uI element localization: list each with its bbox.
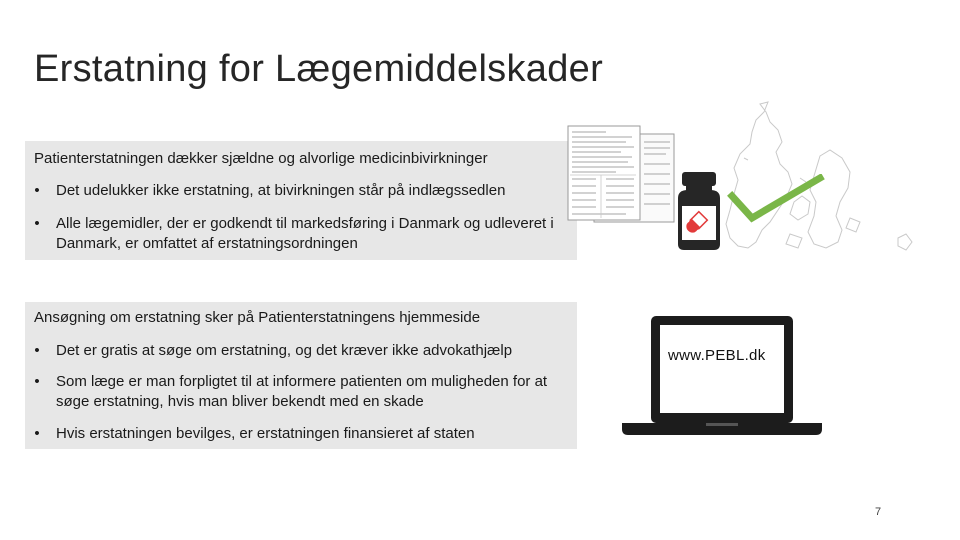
info-box-coverage — [25, 141, 577, 260]
laptop-icon — [622, 315, 822, 439]
page-number: 7 — [875, 506, 882, 518]
list-item-text: Som læge er man forpligtet til at informere patienten om muligheden for at søge erstatning, hvis man bliver bekendt med en skade — [56, 373, 548, 410]
list-item — [31, 214, 556, 254]
list-item — [31, 372, 576, 412]
info-box-application — [25, 302, 577, 449]
box-lead-text: Patienterstatningen dækker sjældne og alvorlige medicinbivirkninger — [34, 150, 488, 167]
list-item-text: Hvis erstatningen bevilges, er erstatningen finansieret af staten — [56, 425, 475, 442]
list-item-text: Det udelukker ikke erstatning, at bivirkningen står på indlægssedlen — [56, 182, 506, 199]
bullet-icon: • — [34, 342, 40, 359]
list-item — [31, 341, 576, 361]
laptop-outline — [622, 315, 822, 439]
list-item-text: Alle lægemidler, der er godkendt til markedsføring i Danmark og udleveret i Danmark, er omfattet af erstatningsordningen — [56, 215, 554, 252]
bullet-icon: • — [34, 373, 40, 390]
box-lead-text: Ansøgning om erstatning sker på Patienterstatningens hjemmeside — [34, 309, 481, 326]
website-url[interactable]: www.PEBL.dk — [668, 347, 766, 364]
bullet-icon: • — [34, 182, 40, 199]
slide-title: Erstatning for Lægemiddelskader — [34, 48, 604, 90]
bullet-icon: • — [34, 425, 40, 442]
list-item — [31, 181, 576, 201]
list-item-text: Det er gratis at søge om erstatning, og det kræver ikke advokathjælp — [56, 342, 513, 359]
package-leaflet-icon — [566, 124, 678, 224]
list-item — [31, 424, 576, 444]
checkmark-icon — [726, 174, 830, 226]
bullet-icon: • — [34, 215, 40, 232]
